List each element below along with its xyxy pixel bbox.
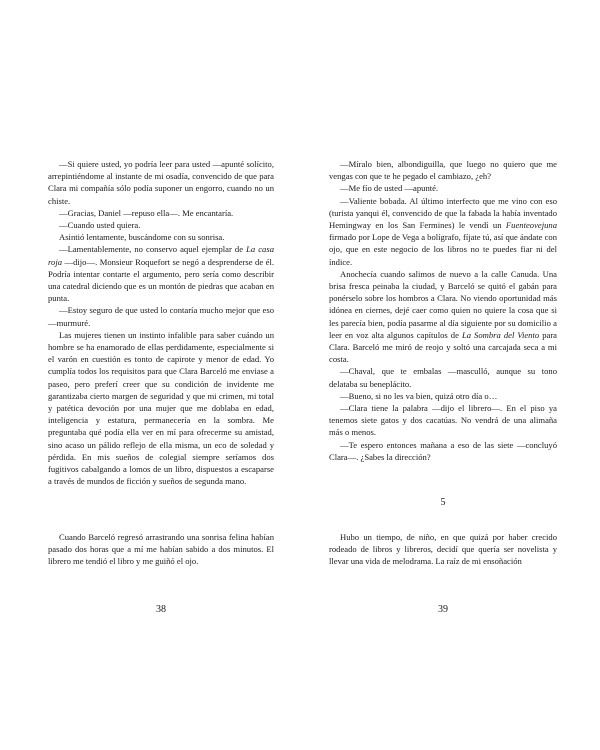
page-number: 38 <box>156 604 166 615</box>
page-number: 39 <box>438 604 448 615</box>
right-page-text <box>329 158 557 463</box>
paragraph: —Gracias, Daniel —repuso ella—. Me encantaría. <box>59 207 234 218</box>
paragraph: —Si quiere usted, yo podría leer para usted —apunté solícito, arrepintiéndome al instante de mi osadía, convencido de que para Clara mi compañía sólo podía suponer un engorro, cuando no un chiste. <box>48 159 274 206</box>
paragraph: —Chaval, que te embalas —masculló, aunque su tono delataba su beneplácito. <box>329 366 557 389</box>
right-page-bottom-text <box>329 531 557 568</box>
left-page-bottom-text <box>48 531 274 568</box>
right-page <box>329 0 557 750</box>
paragraph: —Míralo bien, albondiguilla, que luego no quiero que me vengas con que te he pegado el cambiazo, ¿eh? <box>329 159 557 182</box>
paragraph: Cuando Barceló regresó arrastrando una sonrisa felina habían pasado dos horas que a mí me habían sabido a dos minutos. El librero me tendió el libro y me guiñó el ojo. <box>48 532 274 567</box>
left-page-text <box>48 158 274 487</box>
paragraph: Anochecía cuando salimos de nuevo a la calle Canuda. Una brisa fresca peinaba la ciudad, y Barceló se quitó el gabán para ponérselo sobre los hombros a Clara. No viendo oportunidad más idónea en ciernes, dejé caer como quien no quiere la cosa que si les parecía bien, podía pasarme al día siguiente por su domicilio a leer en voz alta algunos capítulos de La Sombra del Viento para Clara. Barceló me miró de reojo y soltó una carcajada seca a mi costa. <box>329 268 557 365</box>
paragraph: —Clara tiene la palabra —dijo el librero—. En el piso ya tenemos siete gatos y dos cacatúas. No vendrá de una alimaña más o menos. <box>329 403 557 438</box>
paragraph: —Bueno, si no les va bien, quizá otro día o… <box>340 390 498 401</box>
chapter-number: 5 <box>440 497 446 508</box>
paragraph: —Te espero entonces mañana a eso de las siete —concluyó Clara—. ¿Sabes la dirección? <box>329 439 557 462</box>
paragraph: —Lamentablemente, no conservo aquel ejemplar de La casa roja —dijo—. Monsieur Roquefort se negó a desprenderse de él. Podría intentar contarte el argumento, pero sería como describir una catedral diciendo que es un montón de piedras que acaban en punta. <box>48 244 274 304</box>
left-page <box>48 0 274 750</box>
paragraph: Asintió lentamente, buscándome con su sonrisa. <box>59 232 225 243</box>
paragraph: —Valiente bobada. Al último interfecto que me vino con eso (turista yanqui él, convencido de que la fabada la había inventado Hemingway en los San Fermines) le vendí un Fuenteovejuna firmado por Lope de Vega a bolígrafo, fíjate tú, así que ándate con ojo, que en este negocio de los libros no te puedes fiar ni del índice. <box>329 195 557 267</box>
paragraph: —Estoy seguro de que usted lo contaría mucho mejor que eso —murmuré. <box>48 305 274 328</box>
paragraph: Hubo un tiempo, de niño, en que quizá por haber crecido rodeado de libros y libreros, decidí que quería ser novelista y llevar una vida de melodrama. La raíz de mi ensoñación <box>329 532 557 567</box>
paragraph: Las mujeres tienen un instinto infalible para saber cuándo un hombre se ha enamorado de ellas perdidamente, especialmente si el varón en cuestión es tonto de capirote y menor de edad. Yo cumplía todos los requisitos para que Clara Barceló me enviase a paseo, pero preferí creer que su condición de invidente me garantizaba cierto margen de seguridad y que mi crimen, mi total y patética devoción por una mujer que me doblaba en edad, inteligencia y estatura, permanecería en la sombra. Me preguntaba qué podía ella ver en mí para ofrecerme su amistad, sino acaso un pálido reflejo de ella misma, un eco de soledad y pérdida. En mis sueños de colegial siempre seríamos dos fugitivos cabalgando a lomos de un libro, dispuestos a escaparse a través de mundos de ficción y sueños de segunda mano. <box>48 329 274 487</box>
paragraph: —Cuando usted quiera. <box>59 220 141 231</box>
paragraph: —Me fío de usted —apunté. <box>340 183 439 194</box>
